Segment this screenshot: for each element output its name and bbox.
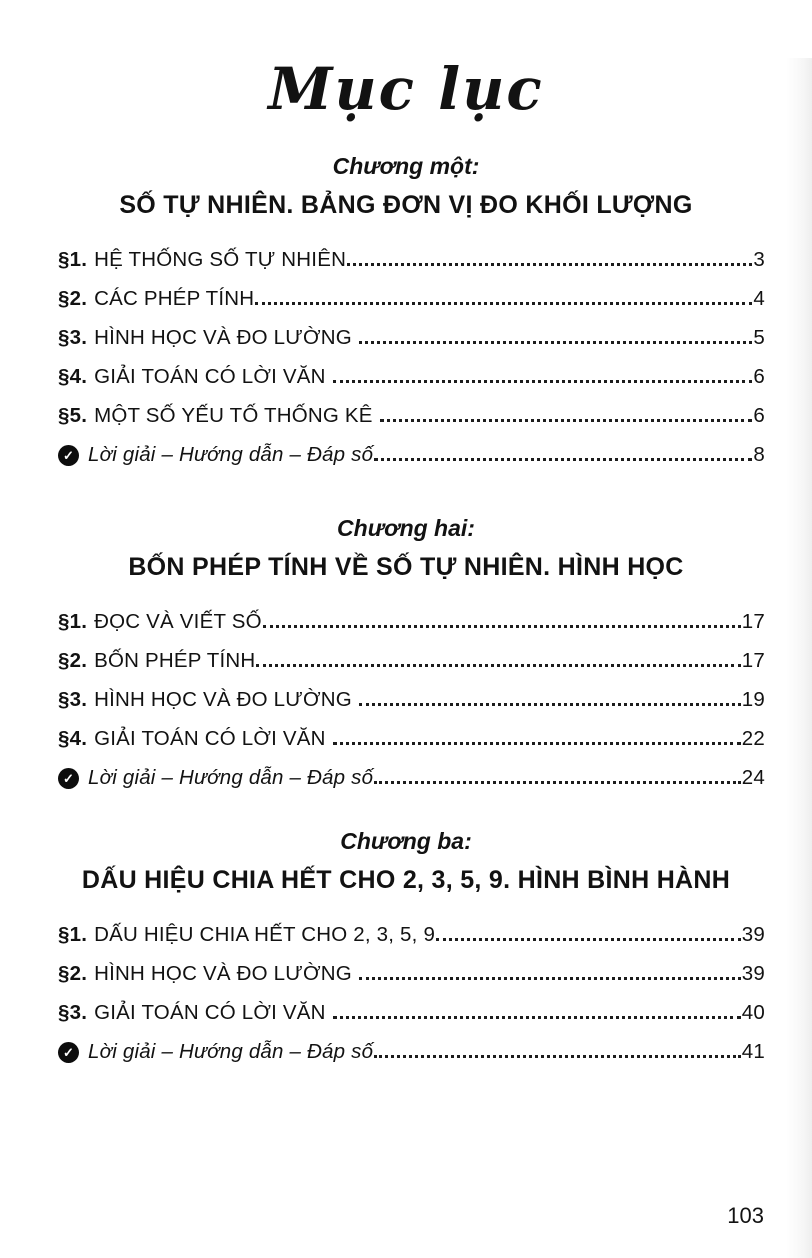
chapter-two-section bbox=[0, 514, 812, 789]
entry-title: MỘT SỐ YẾU TỐ THỐNG KÊ bbox=[94, 403, 379, 427]
dot-leader bbox=[263, 625, 741, 628]
dot-leader bbox=[333, 380, 753, 383]
entry-page-number: 40 bbox=[741, 1000, 765, 1024]
toc-entry bbox=[58, 1002, 765, 1024]
chapter-two-label: Chương hai: bbox=[337, 514, 475, 541]
entry-number: §4. bbox=[58, 726, 88, 750]
dot-leader bbox=[256, 664, 740, 667]
chapter-two-entries bbox=[58, 611, 765, 789]
chapter-three-label: Chương ba: bbox=[340, 827, 472, 854]
entry-page-number: 3 bbox=[753, 247, 765, 271]
dot-leader bbox=[374, 458, 752, 461]
dot-leader bbox=[380, 419, 753, 422]
toc-entry bbox=[58, 689, 765, 711]
folio-page-number: 103 bbox=[727, 1203, 764, 1228]
dot-leader bbox=[255, 302, 752, 305]
entry-number: §2. bbox=[58, 286, 88, 310]
chapter-three-entries bbox=[58, 924, 765, 1063]
toc-entry bbox=[58, 366, 765, 388]
dot-leader bbox=[359, 703, 741, 706]
toc-answers-entry bbox=[58, 767, 765, 789]
entry-page-number: 41 bbox=[741, 1039, 765, 1063]
dot-leader bbox=[333, 742, 741, 745]
entry-title: HỆ THỐNG SỐ TỰ NHIÊN bbox=[94, 247, 347, 271]
entry-title: BỐN PHÉP TÍNH bbox=[94, 648, 256, 672]
dot-leader bbox=[436, 938, 741, 941]
toc-entry bbox=[58, 405, 765, 427]
entry-title: DẤU HIỆU CHIA HẾT CHO 2, 3, 5, 9 bbox=[94, 922, 436, 946]
chapter-three-title: DẤU HIỆU CHIA HẾT CHO 2, 3, 5, 9. HÌNH BÌNH HÀNH bbox=[81, 865, 731, 894]
entry-number: §1. bbox=[58, 609, 88, 633]
entry-title: GIẢI TOÁN CÓ LỜI VĂN bbox=[94, 364, 332, 388]
entry-title: CÁC PHÉP TÍNH bbox=[94, 286, 255, 310]
entry-title: GIẢI TOÁN CÓ LỜI VĂN bbox=[94, 1000, 332, 1024]
dot-leader bbox=[359, 341, 753, 344]
entry-number: §2. bbox=[58, 648, 88, 672]
entry-number: §3. bbox=[58, 687, 88, 711]
entry-title: HÌNH HỌC VÀ ĐO LƯỜNG bbox=[94, 687, 358, 711]
toc-entry bbox=[58, 728, 765, 750]
entry-number: §1. bbox=[58, 922, 88, 946]
toc-answers-entry bbox=[58, 444, 765, 466]
entry-title: HÌNH HỌC VÀ ĐO LƯỜNG bbox=[94, 961, 358, 985]
entry-page-number: 6 bbox=[753, 403, 765, 427]
answers-title: Lời giải – Hướng dẫn – Đáp số bbox=[88, 442, 374, 466]
entry-page-number: 22 bbox=[741, 726, 765, 750]
toc-entry bbox=[58, 288, 765, 310]
entry-number: §4. bbox=[58, 364, 88, 388]
entry-number: §3. bbox=[58, 325, 88, 349]
check-circle-icon: ✓ bbox=[58, 1042, 79, 1063]
dot-leader bbox=[374, 781, 741, 784]
toc-entry bbox=[58, 963, 765, 985]
chapter-two-title: BỐN PHÉP TÍNH VỀ SỐ TỰ NHIÊN. HÌNH HỌC bbox=[128, 552, 684, 581]
entry-number: §1. bbox=[58, 247, 88, 271]
toc-entry bbox=[58, 249, 765, 271]
toc-entry bbox=[58, 611, 765, 633]
entry-number: §3. bbox=[58, 1000, 88, 1024]
chapter-three-section bbox=[0, 827, 812, 1063]
entry-number: §2. bbox=[58, 961, 88, 985]
entry-page-number: 24 bbox=[741, 765, 765, 789]
entry-page-number: 39 bbox=[741, 922, 765, 946]
check-circle-icon: ✓ bbox=[58, 445, 79, 466]
toc-entry bbox=[58, 327, 765, 349]
entry-number: §5. bbox=[58, 403, 88, 427]
entry-page-number: 39 bbox=[741, 961, 765, 985]
entry-page-number: 17 bbox=[741, 609, 765, 633]
chapter-one-entries bbox=[58, 249, 765, 466]
dot-leader bbox=[347, 263, 752, 266]
chapter-one-title: SỐ TỰ NHIÊN. BẢNG ĐƠN VỊ ĐO KHỐI LƯỢNG bbox=[119, 190, 693, 219]
toc-entry bbox=[58, 924, 765, 946]
check-circle-icon: ✓ bbox=[58, 768, 79, 789]
answers-title: Lời giải – Hướng dẫn – Đáp số bbox=[88, 1039, 374, 1063]
entry-page-number: 5 bbox=[753, 325, 765, 349]
chapter-one-section bbox=[0, 152, 812, 466]
entry-page-number: 8 bbox=[753, 442, 765, 466]
toc-title: Mục lục bbox=[268, 55, 544, 123]
book-page bbox=[0, 55, 812, 1228]
dot-leader bbox=[333, 1016, 741, 1019]
entry-page-number: 6 bbox=[753, 364, 765, 388]
entry-page-number: 4 bbox=[753, 286, 765, 310]
entry-page-number: 17 bbox=[741, 648, 765, 672]
entry-title: GIẢI TOÁN CÓ LỜI VĂN bbox=[94, 726, 332, 750]
entry-page-number: 19 bbox=[741, 687, 765, 711]
entry-title: ĐỌC VÀ VIẾT SỐ bbox=[94, 609, 262, 633]
toc-entry bbox=[58, 650, 765, 672]
answers-title: Lời giải – Hướng dẫn – Đáp số bbox=[88, 765, 374, 789]
toc-answers-entry bbox=[58, 1041, 765, 1063]
dot-leader bbox=[374, 1055, 741, 1058]
dot-leader bbox=[359, 977, 741, 980]
entry-title: HÌNH HỌC VÀ ĐO LƯỜNG bbox=[94, 325, 358, 349]
chapter-one-label: Chương một: bbox=[332, 152, 480, 179]
